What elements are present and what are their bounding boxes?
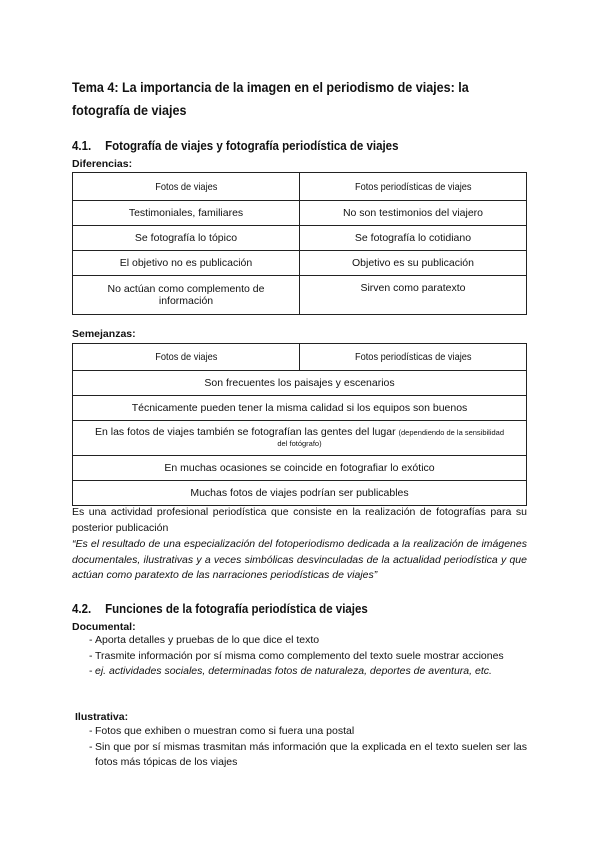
table-header: Fotos de viajes <box>73 173 300 201</box>
section-number: 4.1. <box>72 139 92 153</box>
section-number: 4.2. <box>72 602 92 616</box>
table-header: Fotos periodísticas de viajes <box>300 173 527 201</box>
list-item: - Fotos que exhiben o muestran como si fuera una postal <box>72 724 527 740</box>
table-row <box>73 276 527 315</box>
semejanzas-label: Semejanzas: <box>72 328 136 340</box>
table-cell: El objetivo no es publicación <box>73 251 300 276</box>
ilustrativa-list <box>72 724 527 771</box>
page-title: Tema 4: La importancia de la imagen en el periodismo de viajes: la fotografía de viajes <box>72 80 469 118</box>
table-cell: Se fotografía lo cotidiano <box>300 226 527 251</box>
section-heading-4-1 <box>72 139 398 153</box>
similarities-table <box>72 343 527 506</box>
table-header: Fotos de viajes <box>73 344 300 371</box>
table-cell: Son frecuentes los paisajes y escenarios <box>73 371 527 396</box>
table-cell: Se fotografía lo tópico <box>73 226 300 251</box>
table-cell: No actúan como complemento de información <box>73 276 300 315</box>
table-cell: Sirven como paratexto <box>300 276 527 315</box>
section-title: Funciones de la fotografía periodística de viajes <box>105 602 368 616</box>
section-title: Fotografía de viajes y fotografía periodística de viajes <box>105 139 399 153</box>
cell-text: En las fotos de viajes también se fotografían las gentes del lugar <box>94 426 396 438</box>
table-cell: No son testimonios del viajero <box>300 201 527 226</box>
cell-note: (dependiendo de la sensibilidad del fotógrafo) <box>277 428 505 448</box>
table-cell: En muchas ocasiones se coincide en fotografiar lo exótico <box>73 456 527 481</box>
list-item: - Aporta detalles y pruebas de lo que dice el texto <box>72 633 527 649</box>
table-cell: Muchas fotos de viajes podrían ser publicables <box>73 481 527 506</box>
table-cell: Técnicamente pueden tener la misma calidad si los equipos son buenos <box>73 396 527 421</box>
diferencias-label: Diferencias: <box>72 158 133 170</box>
list-item: - Sin que por sí mismas trasmitan más información que la explicada en el texto suelen ser las fotos más tópicas de los viajes <box>72 740 527 771</box>
table-cell <box>73 421 527 456</box>
section-heading-4-2 <box>72 602 368 616</box>
documental-list <box>72 633 527 680</box>
table-row <box>73 251 527 276</box>
table-row <box>73 201 527 226</box>
definition-paragraph: Es una actividad profesional periodística que consiste en la realización de fotografías para su posterior publicación <box>72 506 527 534</box>
table-header-row <box>73 344 527 371</box>
table-row <box>73 456 527 481</box>
table-row <box>73 226 527 251</box>
table-header-row <box>73 173 527 201</box>
table-row <box>73 481 527 506</box>
table-row <box>73 371 527 396</box>
list-item: - ej. actividades sociales, determinadas fotos de naturaleza, deportes de aventura, etc. <box>72 664 527 680</box>
table-header: Fotos periodísticas de viajes <box>300 344 527 371</box>
table-cell: Testimoniales, familiares <box>73 201 300 226</box>
table-cell: Objetivo es su publicación <box>300 251 527 276</box>
table-row <box>73 421 527 456</box>
list-item: - Trasmite información por sí misma como complemento del texto suele mostrar acciones <box>72 649 527 665</box>
quote-paragraph: “Es el resultado de una especialización del fotoperiodismo dedicada a la realización de imágenes documentales, ilustrativas y a veces simbólicas desvinculadas de la actualidad periodística y que actúan como paratexto de las narraciones periodísticas de viajes” <box>72 538 527 581</box>
documental-label: Documental: <box>72 621 136 633</box>
ilustrativa-label: Ilustrativa: <box>75 711 129 723</box>
differences-table <box>72 172 527 315</box>
table-row <box>73 396 527 421</box>
